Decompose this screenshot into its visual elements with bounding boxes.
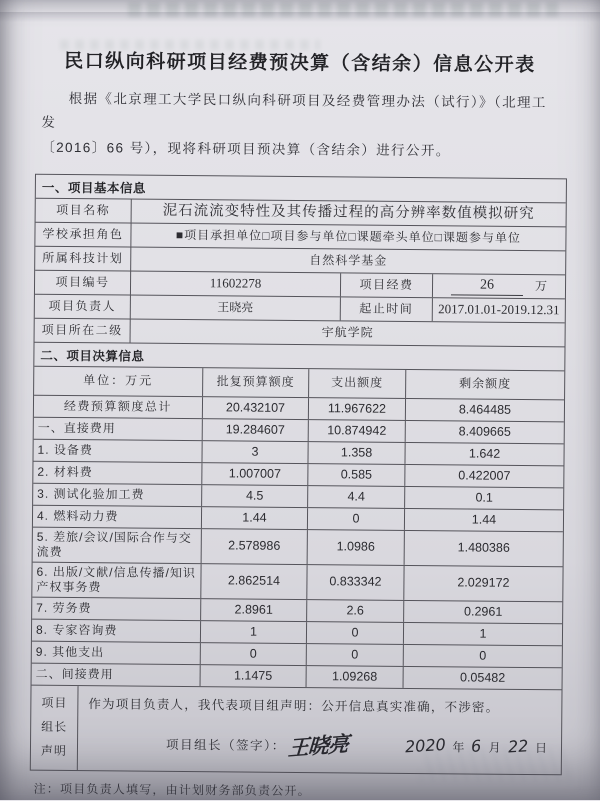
cell-spent: 0 <box>307 622 404 644</box>
cell-budget: 1.1475 <box>201 665 307 687</box>
date-month: 6 <box>470 736 483 757</box>
cell-label: 6. 出版/文献/信息传播/知识产权事务费 <box>32 563 201 598</box>
project-name-label: 项目名称 <box>36 199 132 223</box>
cell-budget: 1 <box>201 621 307 643</box>
cell-label: 9. 其他支出 <box>32 642 201 664</box>
cell-spent: 2.6 <box>307 600 404 622</box>
cell-spent: 10.874942 <box>309 420 406 442</box>
school-unit-label: 项目所在二级 <box>35 319 131 343</box>
page-title: 民口纵向科研项目经费预决算（含结余）信息公开表 <box>64 50 536 77</box>
cell-budget: 0 <box>201 643 307 665</box>
cell-remain: 0.2961 <box>464 604 503 619</box>
main-table <box>30 174 567 776</box>
declaration-label-line1: 项目 <box>41 695 68 710</box>
cell-remain: 8.409665 <box>458 423 511 439</box>
intro-paragraph <box>41 87 560 164</box>
cell-budget: 3 <box>202 441 308 463</box>
cell-budget: 2.8961 <box>201 599 307 621</box>
cell-spent: 1.0986 <box>308 530 405 565</box>
column-header-remain: 剩余额度 <box>459 376 512 392</box>
project-funds-label: 项目经费 <box>341 273 433 297</box>
cell-label: 二、间接费用 <box>32 664 201 686</box>
declaration-label <box>31 686 79 770</box>
project-number-value: 11602278 <box>131 271 341 296</box>
project-leader-value: 王晓亮 <box>131 295 341 320</box>
column-header-spent: 支出额度 <box>309 369 406 398</box>
column-header-budget: 批复预算额度 <box>203 368 309 397</box>
project-funds-value: 26 <box>451 276 523 296</box>
cell-spent: 0 <box>307 644 404 666</box>
cell-remain: 1.480386 <box>457 540 510 555</box>
cell-remain: 0 <box>479 648 487 663</box>
cell-label: 5. 差旅/会议/国际合作与交流费 <box>33 528 202 563</box>
cell-label: 一、直接费用 <box>34 418 203 440</box>
cell-label: 3. 测试化验加工费 <box>33 484 202 506</box>
cell-remain: 0.1 <box>475 490 493 505</box>
cell-budget: 2.862514 <box>201 564 307 599</box>
cell-remain: 0.422007 <box>458 467 511 483</box>
cell-remain: 0.05482 <box>459 669 506 685</box>
cell-remain: 8.464485 <box>458 401 512 417</box>
project-name-value: 泥石流流变特性及其传播过程的高分辨率数值模拟研究 <box>162 202 535 223</box>
cell-spent: 11.967622 <box>309 398 406 420</box>
project-funds-unit: 万 <box>534 278 548 293</box>
footnote: 注：项目负责人填写，由计划财务部负责公开。 <box>33 781 311 799</box>
signature-line <box>88 728 553 762</box>
date-day: 22 <box>507 736 529 757</box>
signature-handwriting: 王晓亮 <box>287 732 349 761</box>
table-row <box>33 528 563 568</box>
cell-spent: 1.09268 <box>307 666 404 688</box>
declaration-label-line3: 声明 <box>40 743 68 758</box>
cell-budget: 1.44 <box>202 507 308 529</box>
cell-spent: 1.358 <box>308 442 405 464</box>
date-month-unit: 月 <box>488 741 501 756</box>
declaration-statement: 作为项目负责人，我代表项目组声明：公开信息真实准确，不涉密。 <box>88 697 500 715</box>
cell-remain: 1 <box>479 626 487 641</box>
project-number-label: 项目编号 <box>35 271 131 295</box>
project-funds-cell <box>433 274 565 298</box>
cell-budget: 2.578986 <box>202 529 308 564</box>
cell-remain: 1.642 <box>468 446 501 461</box>
cell-label: 2. 材料费 <box>33 462 202 484</box>
cell-label: 4. 燃料动力费 <box>33 506 202 528</box>
cell-label: 8. 专家咨询费 <box>32 620 201 642</box>
cell-label: 1. 设备费 <box>33 440 202 462</box>
school-role-label: 学校承担角色 <box>35 223 131 247</box>
cell-budget: 19.284607 <box>203 419 309 441</box>
date-year: 2020 <box>404 735 446 757</box>
table-row <box>32 563 562 603</box>
cell-spent: 0 <box>308 508 405 530</box>
sign-label: 项目组长（签字）： <box>165 737 286 753</box>
cell-budget: 20.432107 <box>203 397 309 419</box>
program-value: 自然科学基金 <box>309 252 388 268</box>
intro-line-2: 〔2016〕66 号），现将科研项目预决算（含结余）进行公开。 <box>41 139 451 158</box>
program-label: 所属科技计划 <box>35 247 131 271</box>
signature-date <box>405 736 547 756</box>
settlement-header-row <box>34 367 564 401</box>
cell-budget: 1.007007 <box>202 463 308 485</box>
column-header-unit: 单位：万元 <box>34 367 203 396</box>
declaration-row <box>31 686 562 775</box>
section2-title: 二、项目决算信息 <box>34 343 564 372</box>
date-day-unit: 日 <box>534 741 548 756</box>
duration-label: 起止时间 <box>341 297 433 321</box>
settlement-table-body <box>32 396 565 691</box>
declaration-label-line2: 组长 <box>41 719 68 734</box>
date-year-unit: 年 <box>452 740 465 755</box>
duration-value: 2017.01.01-2019.12.31 <box>438 301 560 318</box>
cell-remain: 2.029172 <box>457 575 510 590</box>
cell-label: 7. 劳务费 <box>32 598 201 620</box>
school-unit-value: 宇航学院 <box>321 324 374 340</box>
section1-title: 一、项目基本信息 <box>36 175 566 204</box>
intro-line-1: 根据《北京理工大学民口纵向科研项目及经费管理办法（试行）》（北理工发 <box>41 90 547 131</box>
school-role-value: ■项目承担单位□项目参与单位□课题牵头单位□课题参与单位 <box>175 227 522 245</box>
declaration-body <box>78 686 562 774</box>
cell-spent: 0.585 <box>308 464 405 486</box>
project-leader-label: 项目负责人 <box>35 295 131 319</box>
cell-spent: 0.833342 <box>307 565 404 600</box>
cell-label: 经费预算额度总计 <box>34 396 203 418</box>
cell-spent: 4.4 <box>308 486 405 508</box>
cell-remain: 1.44 <box>471 512 497 527</box>
cell-budget: 4.5 <box>202 485 308 507</box>
